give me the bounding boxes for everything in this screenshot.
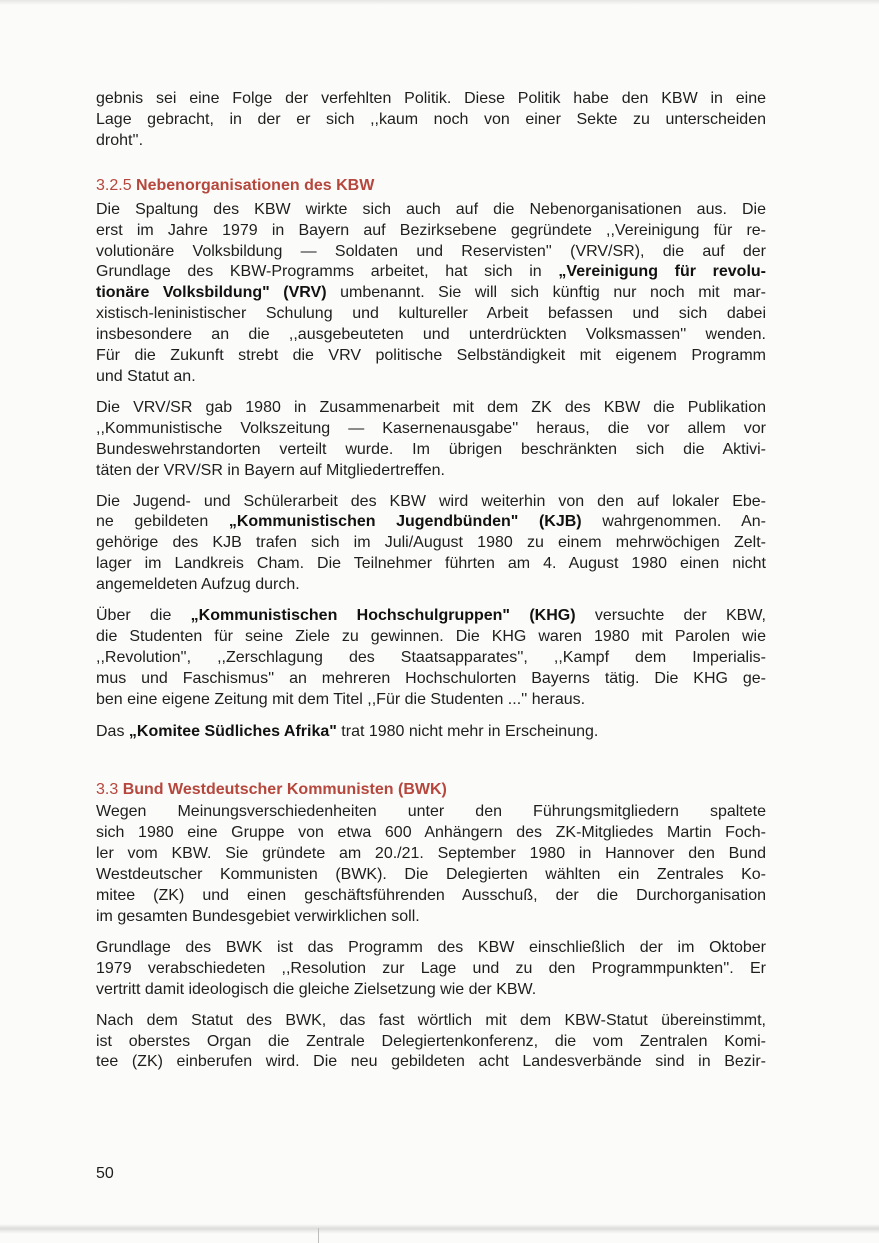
org-name-vrv-cont: tionäre Volksbildung" (VRV) [96,284,327,302]
text-line: tee (ZK) einberufen wird. Die neu gebildeten acht Landesverbände sind in Bezir- [96,1053,766,1071]
line-segment: umbenannt. Sie will sich künftig nur noch mit mar- [340,284,767,302]
org-name-khg: „Kommunistischen Hochschulgruppen" (KHG) [190,607,576,625]
text-line: xistisch-leninistischer Schulung und kultureller Arbeit befassen und sich dabei [96,305,766,323]
line-segment: ne gebildeten [96,513,209,531]
section-title: Bund Westdeutscher Kommunisten (BWK) [122,781,447,799]
text-line: Bundeswehrstandorten verteilt wurde. Im übrigen beschränkten sich die Aktivi- [96,440,766,458]
text-line: Lage gebracht, in der er sich ,,kaum noch von einer Sekte zu unterscheiden [96,110,766,128]
paragraph-kjb [96,492,766,597]
text-line [96,283,766,304]
text-line: lager im Landkreis Cham. Die Teilnehmer führten am 4. August 1980 einen nicht [96,555,766,573]
section-heading-3-2-5 [96,175,766,196]
org-name-vrv: „Vereinigung für revolu- [558,263,767,281]
text-line: mus und Faschismus'' an mehreren Hochschulorten Bayerns tätig. Die KHG ge- [96,669,766,687]
line-segment: versuchte der KBW, [594,607,766,625]
text-line: droht''. [96,131,144,149]
text-line: gehörige des KJB trafen sich im Juli/August 1980 zu einem mehrwöchigen Zelt- [96,534,766,552]
line-segment: Das [96,722,125,740]
line-segment: Über die [96,607,172,625]
text-line: sich 1980 eine Gruppe von etwa 600 Anhängern des ZK-Mitgliedes Martin Foch- [96,824,766,842]
paragraph-vrv-sr [96,398,766,482]
text-line: Westdeutscher Kommunisten (BWK). Die Delegierten wählten ein Zentrales Ko- [96,866,766,884]
paragraph-bwk-split [96,802,766,927]
text-line: Grundlage des BWK ist das Programm des KBW einschließlich der im Oktober [96,938,766,956]
scan-mark [318,1228,319,1243]
text-line: erst im Jahre 1979 in Bayern auf Bezirksebene gegründete ,,Vereinigung für re- [96,221,766,239]
page-top-edge [0,0,879,5]
org-name-kjb: „Kommunistischen Jugendbünden" (KJB) [228,513,582,531]
section-heading-3-3 [96,779,766,800]
paragraph-bwk-statute [96,1011,766,1074]
text-line [96,606,766,627]
text-line: Wegen Meinungsverschiedenheiten unter den Führungsmitgliedern spaltete [96,803,766,821]
line-segment: wahrgenommen. An- [602,513,766,531]
text-line: ler vom KBW. Sie gründete am 20./21. September 1980 in Hannover den Bund [96,845,766,863]
text-line: mitee (ZK) und einen geschäftsführenden Ausschuß, der die Durchorganisation [96,887,766,905]
page-bottom-edge [0,1224,879,1234]
text-line: volutionäre Volksbildung — Soldaten und Reservisten'' (VRV/SR), die auf der [96,242,766,260]
page-body [96,89,766,1073]
text-line: ,,Revolution'', ,,Zerschlagung des Staatsapparates'', ,,Kampf dem Imperialis- [96,648,766,666]
text-line: die Studenten für seine Ziele zu gewinnen. Die KHG waren 1980 mit Parolen wie [96,627,766,645]
section-number: 3.2.5 [96,176,132,194]
text-line: Die Jugend- und Schülerarbeit des KBW wird weiterhin von den auf lokaler Ebe- [96,492,766,510]
text-line: und Statut an. [96,367,196,385]
text-line [96,262,766,283]
text-line: angemeldeten Aufzug durch. [96,576,300,594]
text-line: Für die Zukunft strebt die VRV politische Selbständigkeit mit eigenem Programm [96,347,766,365]
paragraph-intro [96,89,766,152]
paragraph-vrv [96,200,766,388]
text-line: Die Spaltung des KBW wirkte sich auch auf die Nebenorganisationen aus. Die [96,200,766,218]
text-line: täten der VRV/SR in Bayern auf Mitgliedertreffen. [96,461,445,479]
text-line: 1979 verabschiedeten ,,Resolution zur Lage und zu den Programmpunkten''. Er [96,959,766,977]
org-name-ksa: „Komitee Südliches Afrika" [128,722,337,740]
text-line: ist oberstes Organ die Zentrale Delegiertenkonferenz, die vom Zentralen Komi- [96,1032,766,1050]
text-line: Die VRV/SR gab 1980 in Zusammenarbeit mit dem ZK des KBW die Publikation [96,398,766,416]
paragraph-ksa [96,722,766,743]
section-number: 3.3 [96,781,119,799]
text-line: gebnis sei eine Folge der verfehlten Politik. Diese Politik habe den KBW in eine [96,90,766,107]
section-title: Nebenorganisationen des KBW [136,176,375,194]
text-line: ,,Kommunistische Volkszeitung — Kasernenausgabe'' heraus, die vor allem vor [96,419,766,437]
line-segment: Grundlage des KBW-Programms arbeitet, hat sich in [96,263,542,281]
text-line: insbesondere an die ,,ausgebeuteten und unterdrückten Volksmassen'' wenden. [96,326,766,344]
text-line [96,512,766,533]
text-line: Nach dem Statut des BWK, das fast wörtlich mit dem KBW-Statut übereinstimmt, [96,1011,766,1029]
text-line: vertritt damit ideologisch die gleiche Zielsetzung wie der KBW. [96,980,537,998]
page-number: 50 [96,1165,114,1182]
text-line: im gesamten Bundesgebiet verwirklichen soll. [96,908,420,925]
text-line [96,722,766,743]
line-segment: trat 1980 nicht mehr in Erscheinung. [341,722,599,740]
paragraph-khg [96,606,766,711]
text-line: ben eine eigene Zeitung mit dem Titel ,,Für die Studenten ...'' heraus. [96,690,586,708]
paragraph-bwk-program [96,938,766,1001]
